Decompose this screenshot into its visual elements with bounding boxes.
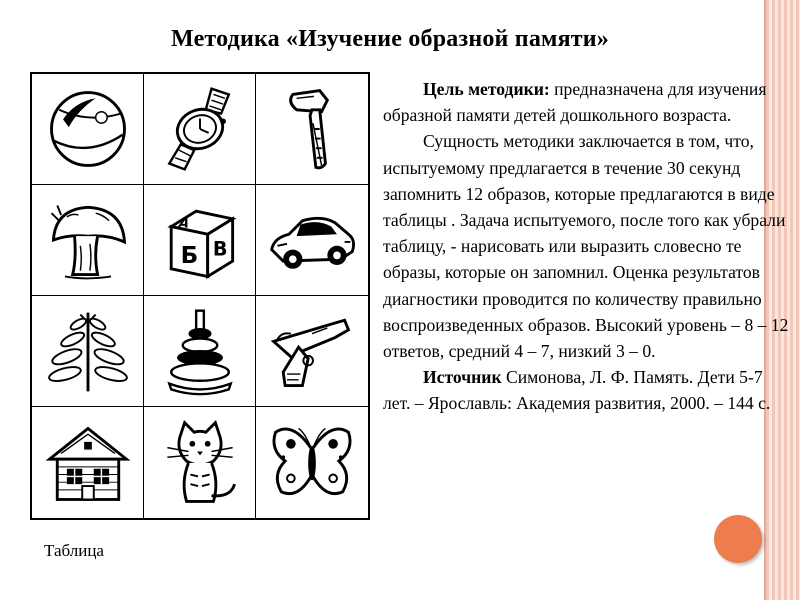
house-icon (40, 415, 136, 511)
toy-car-icon (264, 192, 360, 288)
hatchet-icon (264, 81, 360, 177)
table-cell (144, 296, 256, 407)
cube-letter-front: Б (180, 243, 198, 270)
ring-pyramid-icon (152, 303, 248, 399)
method-description (383, 76, 793, 417)
table-cell (32, 74, 144, 185)
table-cell (256, 74, 368, 185)
ball-icon (40, 81, 136, 177)
mushroom-icon (40, 192, 136, 288)
source-paragraph (383, 364, 793, 416)
table-cell (32, 407, 144, 518)
cube-letter-side: В (212, 237, 227, 261)
goal-text: предназначена для изучения образной памяти детей дошкольного возраста. (383, 79, 767, 126)
letter-cube-icon (152, 192, 248, 288)
table-cell (144, 407, 256, 518)
table-cell (256, 296, 368, 407)
source-label: Источник (423, 367, 502, 388)
table-cell (144, 185, 256, 296)
toy-gun-icon (264, 303, 360, 399)
table-cell (144, 74, 256, 185)
cat-icon (152, 415, 248, 511)
wristwatch-icon (152, 81, 248, 177)
source-text: Симонова, Л. Ф. Память. Дети 5-7 лет. – Ярославль: Академия развития, 2000. – 144 с. (383, 367, 771, 414)
slide-title: Методика «Изучение образной памяти» (171, 26, 609, 52)
decorative-circle (714, 515, 762, 563)
table-cell (32, 296, 144, 407)
table-caption: Таблица (44, 541, 104, 560)
goal-paragraph (383, 76, 793, 128)
butterfly-icon (264, 415, 360, 511)
cube-letter-top: А (175, 215, 192, 232)
table-cell (32, 185, 144, 296)
table-cell (256, 407, 368, 518)
plant-icon (40, 303, 136, 399)
table-cell (256, 185, 368, 296)
goal-label: Цель методики: (423, 79, 550, 99)
essence-paragraph: Сущность методики заключается в том, что, испытуемому предлагается в течение 30 секунд запомнить 12 образов, которые предлагаются в виде таблицы . Задача испытуемого, после того как убрали таблицу, - нарисовать или выразить словесно те образы, которые он запомнил. Оценка результатов диагностики проводится по количеству правильно воспроизведенных образов. Высокий уровень – 8 – 12 ответов, средний 4 – 7, низкий 3 – 0. (383, 131, 789, 362)
images-table (30, 72, 370, 520)
